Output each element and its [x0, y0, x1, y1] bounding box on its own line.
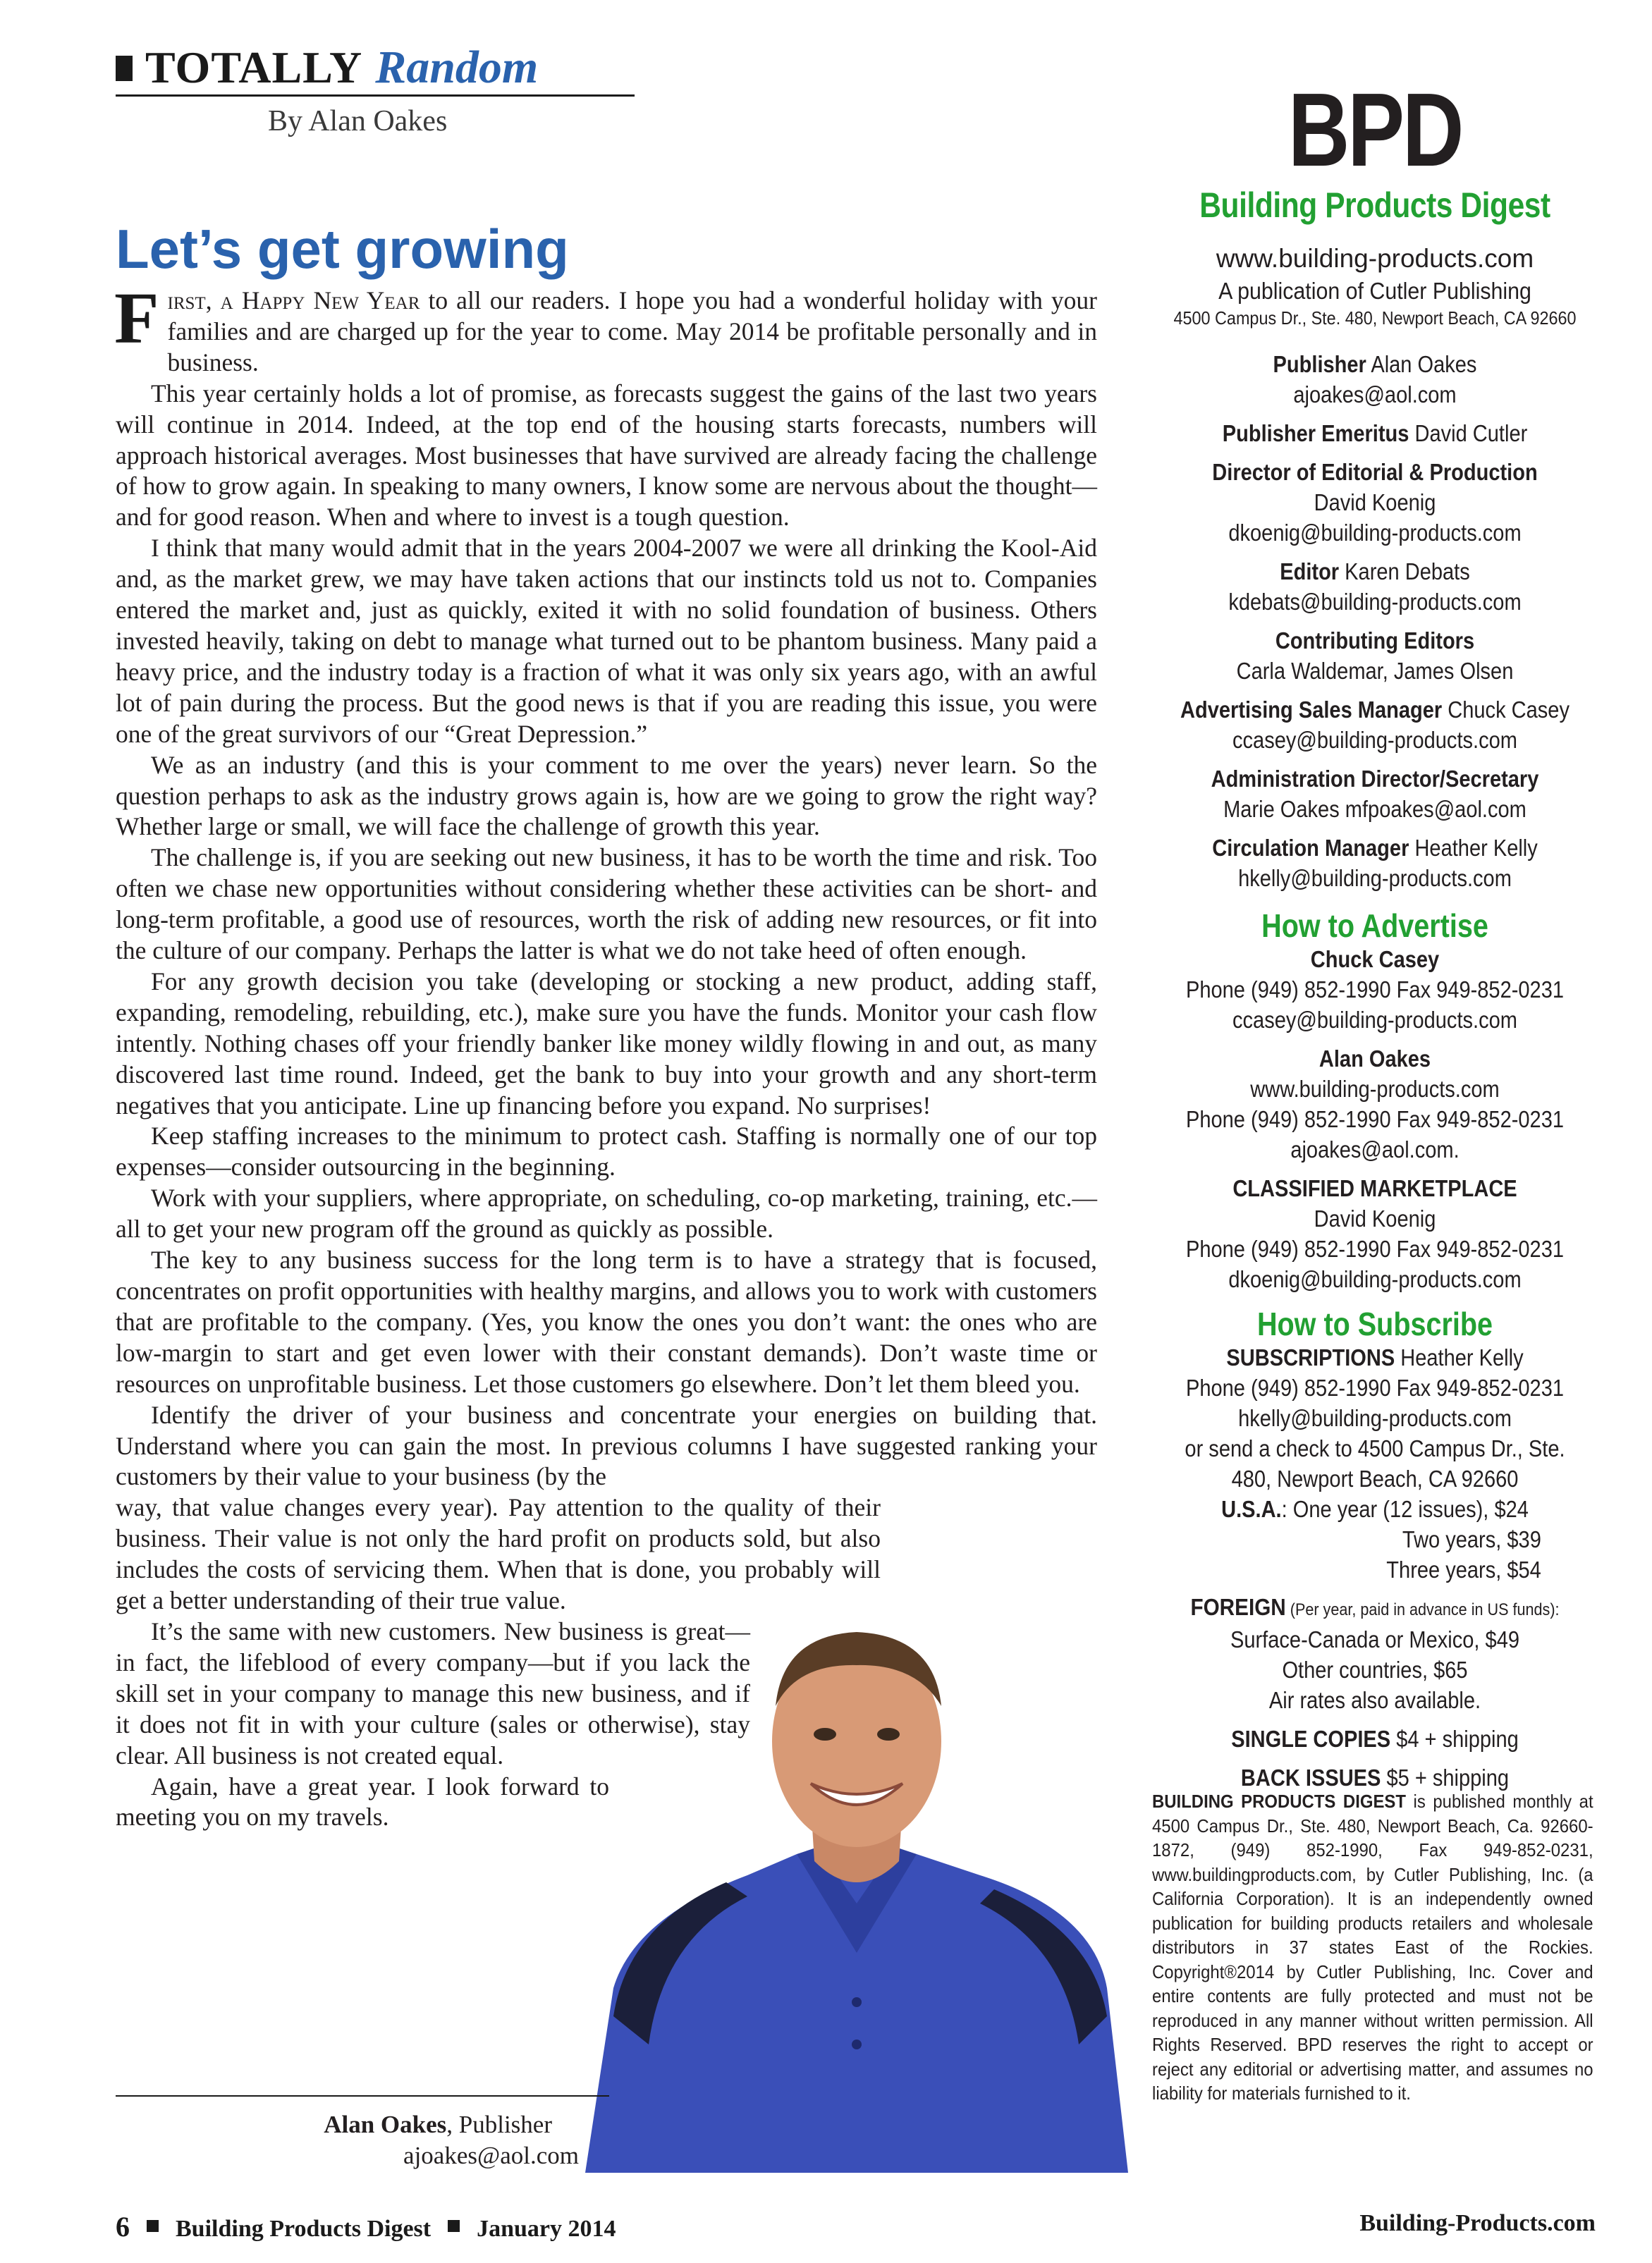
foreign-rate-1: Surface-Canada or Mexico, $49: [1230, 1626, 1519, 1652]
footer-magazine: Building Products Digest: [176, 2216, 432, 2242]
subscribe-heading: How to Subscribe: [1256, 1306, 1493, 1342]
opening-text: to all our readers. I hope you had a wonderful holiday with your families and are charged up for the year to come. May 2014 be profitable personally and in business.: [167, 286, 1098, 376]
page-footer: [116, 2210, 616, 2243]
header-square-icon: [116, 56, 133, 81]
back-issues: BACK ISSUES $5 + shipping: [1240, 1765, 1510, 1791]
opening-smallcaps: irst, a Happy New Year: [167, 286, 420, 314]
footer-issue: January 2014: [477, 2216, 616, 2242]
advertise-contact-phone: Phone (949) 852-1990 Fax 949-852-0231: [1185, 976, 1565, 1002]
article-paragraph: Again, have a great year. I look forward to meeting you on my travels.: [116, 1772, 609, 1832]
article-paragraph: way, that value changes every year). Pay attention to the quality of their business. Their value is not only the hard profit on products sold, but also includes the costs of servicing them. When that is done, you probably will get a better understanding of their true value.: [116, 1493, 881, 1615]
column-header: [116, 41, 635, 94]
advertise-contact2-phone: Phone (949) 852-1990 Fax 949-852-0231: [1185, 1106, 1565, 1132]
article-body: [114, 278, 1098, 1833]
drop-cap: F: [114, 278, 159, 359]
footer-square-icon: [147, 2220, 159, 2232]
staff-emeritus: Publisher Emeritus David Cutler: [1222, 420, 1528, 446]
advertise-heading: How to Advertise: [1261, 907, 1488, 944]
staff-publisher: Publisher Alan Oakes: [1273, 351, 1477, 377]
foreign-rate-3: Air rates also available.: [1268, 1687, 1481, 1713]
staff-admin-label: Administration Director/Secretary: [1211, 766, 1539, 792]
advertise-contact-email: ccasey@building-products.com: [1232, 1007, 1517, 1033]
signature-title: , Publisher: [446, 2111, 552, 2138]
masthead: [1149, 72, 1601, 1793]
classified-label: CLASSIFIED MARKETPLACE: [1232, 1175, 1517, 1201]
page-number: 6: [116, 2211, 130, 2243]
subscriptions-contact: SUBSCRIPTIONS Heather Kelly: [1226, 1344, 1524, 1370]
article-paragraph: Work with your suppliers, where appropriate, on scheduling, co-op marketing, training, etc.—all to get your new program off the ground as quickly as possible.: [116, 1184, 1097, 1244]
foreign-rate-2: Other countries, $65: [1282, 1657, 1468, 1683]
staff-contrib-names: Carla Waldemar, James Olsen: [1236, 658, 1514, 684]
subscriptions-phone: Phone (949) 852-1990 Fax 949-852-0231: [1185, 1375, 1565, 1401]
subscriptions-check-2: 480, Newport Beach, CA 92660: [1231, 1466, 1519, 1492]
publication-legal-notice: [1152, 1789, 1593, 2106]
headline: Let’s get growing: [116, 218, 569, 280]
column-title: TOTALLY: [145, 42, 363, 92]
staff-advertising-email: ccasey@building-products.com: [1232, 727, 1517, 753]
article-paragraph: For any growth decision you take (developing or stocking a new product, adding staff, expanding, remodeling, rebuilding, etc.), make sure you have the funds. Monitor your cash flow intently. Nothing chases off your friendly banker like money wildly flowing in and out, as many discovered last time round. Indeed, get the bank to buy into your growth and any short-term negatives that you anticipate. Line up financing before you expand. No surprises!: [116, 967, 1097, 1120]
footer-site: Building-Products.com: [1359, 2210, 1596, 2236]
classified-name: David Koenig: [1314, 1206, 1436, 1232]
article-paragraph: This year certainly holds a lot of promise, as forecasts suggest the gains of the last two years will continue in 2014. Indeed, at the top end of the housing starts forecasts, numbers will approach historical averages. Most businesses that have survived are already facing the challenge of how to grow again. In speaking to many owners, I know some are nervous about the thought—and for good reason. When and where to invest is a tough question.: [116, 379, 1097, 532]
subscriptions-email: hkelly@building-products.com: [1238, 1405, 1512, 1431]
subscriptions-foreign: FOREIGN (Per year, paid in advance in US funds):: [1190, 1594, 1560, 1620]
author-photo: [585, 1621, 1128, 2173]
signature-email: ajoakes@aol.com: [403, 2142, 579, 2169]
staff-advertising: Advertising Sales Manager Chuck Casey: [1180, 697, 1570, 723]
staff-publisher-email: ajoakes@aol.com: [1293, 381, 1457, 407]
article-paragraph: [114, 278, 1098, 379]
masthead-address: 4500 Campus Dr., Ste. 480, Newport Beach, CA 92660: [1173, 307, 1577, 329]
single-copies: SINGLE COPIES $4 + shipping: [1231, 1726, 1519, 1752]
advertise-contact2-email: ajoakes@aol.com.: [1290, 1136, 1460, 1163]
masthead-url: www.building-products.com: [1216, 244, 1534, 273]
header-rule: [116, 94, 635, 97]
article-paragraph: We as an industry (and this is your comment to me over the years) never learn. So the question perhaps to ask as the industry grows again is, how are we going to grow the right way? Whether large or small, we will face the challenge of growth this year.: [116, 750, 1097, 841]
advertise-contact2-url: www.building-products.com: [1250, 1076, 1500, 1102]
subscriptions-usa: U.S.A.: One year (12 issues), $24: [1221, 1496, 1529, 1522]
article-paragraph: Keep staffing increases to the minimum to protect cash. Staffing is normally one of our top expenses—consider outsourcing in the beginning.: [116, 1122, 1097, 1182]
signature-rule: [116, 2095, 609, 2097]
subscriptions-three-years: Three years, $54: [1386, 1557, 1541, 1583]
staff-editor-email: kdebats@building-products.com: [1228, 589, 1522, 615]
staff-editor: Editor Karen Debats: [1280, 558, 1470, 584]
byline: By Alan Oakes: [268, 105, 448, 137]
article-paragraph: The challenge is, if you are seeking out new business, it has to be worth the time and risk. Too often we chase new opportunities without considering whether these activities can be short- and long-term profitable, a good use of resources, worth the risk of adding new resources, or fit into the culture of our company. Perhaps the latter is what we do not take heed of often enough.: [116, 843, 1097, 965]
column-title-accent: Random: [375, 42, 539, 93]
advertise-contact2-name: Alan Oakes: [1318, 1045, 1431, 1072]
article-paragraph: Identify the driver of your business and concentrate your energies on building that. Understand where you can gain the most. In previous columns I have suggested ranking your customers by their value to your business (by the: [116, 1400, 1097, 1491]
signature-author: Alan Oakes: [324, 2111, 447, 2138]
footer-square-icon: [448, 2220, 460, 2232]
advertise-contact-name: Chuck Casey: [1310, 946, 1440, 972]
staff-contrib-label: Contributing Editors: [1275, 627, 1475, 654]
article-paragraph: It’s the same with new customers. New business is great—in fact, the lifeblood of every company—but if you lack the skill set in your company to manage this new business, and if it does not fit in with your culture (sales or otherwise), stay clear. All business is not created equal.: [116, 1617, 750, 1770]
article-paragraph: The key to any business success for the long term is to have a strategy that is focused, concentrates on profit opportunities with healthy margins, and allows you to work with customers that are profitable to the company. (Yes, you know the ones you don’t want: the ones who are low-margin to start and get even lower with their constant demands). Don’t waste time or resources on unprofitable business. Let those customers go elsewhere. Don’t let them bleed you.: [116, 1246, 1097, 1398]
staff-editorial-email: dkoenig@building-products.com: [1228, 520, 1522, 546]
staff-circulation: Circulation Manager Heather Kelly: [1212, 835, 1538, 861]
signature-name: [324, 2111, 552, 2139]
bpd-logo: BPD: [1287, 72, 1462, 188]
staff-editorial-name: David Koenig: [1314, 489, 1436, 515]
classified-email: dkoenig@building-products.com: [1228, 1266, 1522, 1292]
masthead-publication: A publication of Cutler Publishing: [1218, 278, 1531, 304]
article-paragraph: I think that many would admit that in the years 2004-2007 we were all drinking the Kool-Aid and, as the market grew, we may have taken actions that our instincts told us not to. Companies entered the market and, just as quickly, exited it with no solid foundation of business. Others invested heavily, taking on debt to manage what turned out to be phantom business. Many paid a heavy price, and the industry today is a fraction of what it was only six years ago, with an awful lot of pain during the process. But the good news is that if you are reading this issue, you were one of the great survivors of our “Great Depression.”: [116, 534, 1097, 748]
staff-admin-line: Marie Oakes mfpoakes@aol.com: [1223, 796, 1526, 822]
logo-subtitle: Building Products Digest: [1199, 185, 1550, 225]
staff-circulation-email: hkelly@building-products.com: [1238, 865, 1512, 891]
legal-bold: BUILDING PRODUCTS DIGEST: [1152, 1791, 1406, 1812]
classified-phone: Phone (949) 852-1990 Fax 949-852-0231: [1185, 1236, 1565, 1262]
subscriptions-check-1: or send a check to 4500 Campus Dr., Ste.: [1185, 1435, 1565, 1461]
legal-text: is published monthly at 4500 Campus Dr., Ste. 480, Newport Beach, Ca. 92660-1872, (949) 852-1990, Fax 949-852-0231, www.buildingproducts.com, by Cutler Publishing, Inc. (a California Corporation). It is an independently owned publication for building products retailers and wholesale distributors in 37 states East of the Rockies. Copyright®2014 by Cutler Publishing, Inc. Cover and entire contents are fully protected and must not be reproduced in any manner without written permission. All Rights Reserved. BPD reserves the right to accept or reject any editorial or advertising matter, and assumes no liability for materials furnished to it.: [1152, 1791, 1593, 2104]
subscriptions-two-years: Two years, $39: [1402, 1526, 1541, 1552]
staff-editorial-label: Director of Editorial & Production: [1212, 459, 1538, 485]
